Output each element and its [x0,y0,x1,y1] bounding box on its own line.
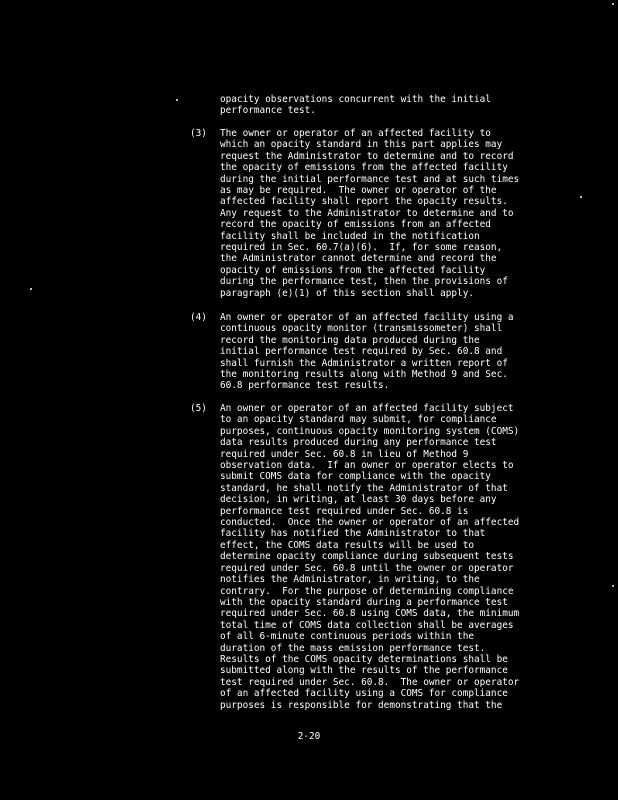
paragraph-line: shall furnish the Administrator a written report of [220,357,508,369]
paragraph-line: of an affected facility using a COMS for compliance [220,688,508,700]
paragraph-number: (4) [190,312,207,323]
paragraph-line: of all 6-minute continuous periods within the [220,631,474,643]
paragraph-line: facility has notified the Administrator to that [220,528,486,540]
paragraph-line: as may be required. The owner or operator of the [220,185,497,197]
paragraph-line: paragraph (e)(1) of this section shall apply. [220,287,474,299]
paragraph-line: required under Sec. 60.8 using COMS data, the minimum [220,608,520,620]
paragraph-number: (5) [190,403,207,414]
paragraph-line: the opacity of emissions from the affected facility [220,162,508,174]
scan-speck [176,99,178,101]
paragraph-line: notifies the Administrator, in writing, to the [220,574,480,586]
paragraph-line: purposes, continuous opacity monitoring system (COMS) [220,425,520,437]
paragraph-line: standard, he shall notify the Administrator of that [220,482,508,494]
paragraph-line: total time of COMS data collection shall be averages [220,619,514,631]
paragraph-line: conducted. Once the owner or operator of an affected [220,517,520,529]
paragraph-line: the Administrator cannot determine and record the [220,253,497,265]
paragraph-number: (3) [190,128,207,139]
paragraph-line: performance test required under Sec. 60.8 is [220,505,469,517]
paragraph-line: to an opacity standard may submit, for compliance [220,414,497,426]
paragraph-line: with the opacity standard during a performance test [220,596,508,608]
paragraph-line: affected facility shall report the opacity results. [220,196,508,208]
paragraph-line: required under Sec. 60.8 until the owner or operator [220,562,514,574]
paragraph-line: record the monitoring data produced during the [220,334,480,346]
paragraph-line: during the performance test, then the provisions of [220,276,508,288]
scan-speck [30,288,32,290]
paragraph-line: facility shall be included in the notification [220,230,480,242]
paragraph-line: initial performance test required by Sec. 60.8 and [220,346,503,358]
paragraph-line: test required under Sec. 60.8. The owner or operator [220,676,520,688]
paragraph-lines [220,403,519,711]
paragraph-line: submitted along with the results of the performance [220,665,508,677]
paragraph-line: continuous opacity monitor (transmissometer) shall [220,323,503,335]
paragraph-lines [220,312,514,392]
paragraph-line: request the Administrator to determine and to record [220,150,514,162]
paragraph-line: effect, the COMS data results will be used to [220,539,474,551]
paragraph-line: Any request to the Administrator to determine and to [220,207,514,219]
paragraph-line: Results of the COMS opacity determinations shall be [220,653,508,665]
paragraph-line: 60.8 performance test results. [220,380,390,392]
scan-speck [612,3,614,5]
paragraph-line: submit COMS data for compliance with the opacity [220,471,491,483]
paragraph-line: duration of the mass emission performance test. [220,642,486,654]
paragraph-line: data results produced during any performance test [220,437,497,449]
paragraph-line: observation data. If an owner or operator elects to [220,460,514,472]
paragraph-line: contrary. For the purpose of determining compliance [220,585,514,597]
paragraph-lines [220,128,519,299]
paragraph-line: opacity of emissions from the affected facility [220,264,486,276]
paragraph-line: which an opacity standard in this part applies may [220,139,503,151]
scan-speck [580,196,582,198]
scan-speck [612,585,614,587]
intro-line: opacity observations concurrent with the initial [220,94,491,105]
intro-line: performance test. [220,105,316,117]
paragraph-line: The owner or operator of an affected facility to [220,128,491,139]
paragraph-line: determine opacity compliance during subsequent tests [220,551,514,563]
paragraph-line: decision, in writing, at least 30 days before any [220,494,497,506]
paragraph-line: the monitoring results along with Method 9 and Sec. [220,369,508,381]
paragraph-line: record the opacity of emissions from an affected [220,219,491,231]
paragraph-line: required under Sec. 60.8 in lieu of Method 9 [220,448,469,460]
paragraph-line: purposes is responsible for demonstrating that the [220,699,503,711]
page-number: 2-20 [297,731,321,742]
intro-lines [220,94,491,117]
paragraph-line: during the initial performance test and at such times [220,173,520,185]
paragraph-line: required in Sec. 60.7(a)(6). If, for some reason, [220,242,503,254]
paragraph-line: An owner or operator of an affected facility subject [220,403,514,414]
paragraph-line: An owner or operator of an affected facility using a [220,312,514,323]
